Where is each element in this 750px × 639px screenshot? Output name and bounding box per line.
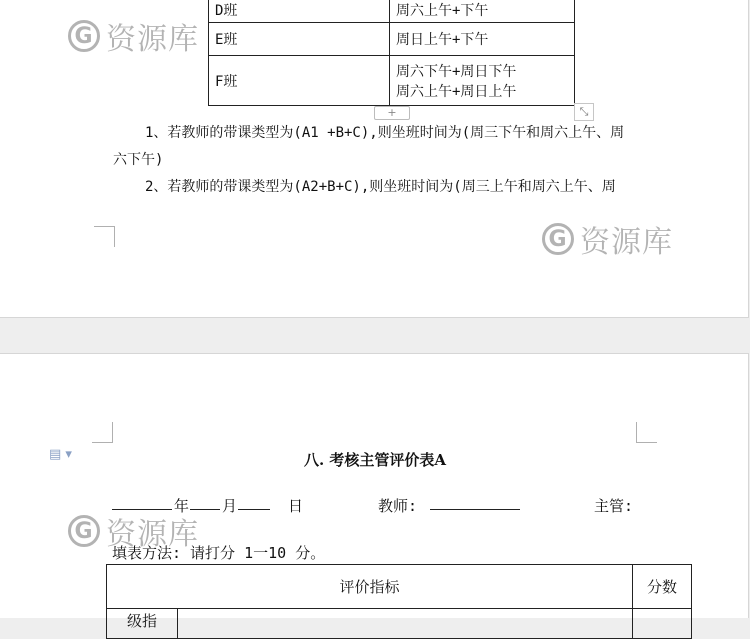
watermark-logo-icon: G xyxy=(68,20,100,52)
time-line: 周六上午+下午 xyxy=(396,2,489,19)
paragraph-1-line-2: 六下午) xyxy=(113,152,164,168)
watermark xyxy=(542,217,673,261)
class-cell[interactable]: E班 xyxy=(209,23,390,56)
page-title: 八. 考核主管评价表A xyxy=(303,451,447,469)
day-label: 日 xyxy=(288,497,304,515)
time-cell[interactable] xyxy=(390,56,575,106)
teacher-label: 教师: xyxy=(378,497,418,515)
margin-corner-mark xyxy=(636,422,657,443)
month-label: 月 xyxy=(222,497,238,515)
table-row xyxy=(107,565,692,609)
margin-corner-mark xyxy=(92,422,113,443)
class-cell[interactable]: D班 xyxy=(209,0,390,23)
watermark-text: 资源库 xyxy=(106,22,199,57)
add-row-button[interactable]: + xyxy=(374,106,410,120)
score-cell[interactable] xyxy=(633,609,692,639)
table-row xyxy=(209,0,575,23)
margin-corner-mark xyxy=(94,226,115,247)
document-page-2 xyxy=(0,353,749,630)
watermark-text: 资源库 xyxy=(580,225,673,260)
time-line: 周六下午+周日下午 xyxy=(396,63,517,80)
class-cell[interactable]: F班 xyxy=(209,56,390,106)
paragraph-1-line-1: 1、若教师的带课类型为(A1 +B+C),则坐班时间为(周三下午和周六上午、周 xyxy=(145,125,625,141)
table-row xyxy=(107,609,692,639)
watermark-logo-icon: G xyxy=(542,223,574,255)
supervisor-label: 主管: xyxy=(594,497,634,515)
fill-method-text: 填表方法: 请打分 1一10 分。 xyxy=(112,544,326,562)
evaluation-table xyxy=(106,564,692,639)
year-label: 年 xyxy=(174,497,190,515)
indicator-cell[interactable] xyxy=(178,609,633,639)
table-row xyxy=(209,23,575,56)
score-header-cell[interactable]: 分数 xyxy=(633,565,692,609)
indicator-header-cell[interactable]: 评价指标 xyxy=(107,565,633,609)
watermark-logo-icon: G xyxy=(68,515,100,547)
paragraph-2-line-1: 2、若教师的带课类型为(A2+B+C),则坐班时间为(周三上午和周六上午、周 xyxy=(145,179,616,195)
time-cell[interactable] xyxy=(390,23,575,56)
time-cell[interactable] xyxy=(390,0,575,23)
schedule-table xyxy=(208,0,575,106)
table-row xyxy=(209,56,575,106)
document-options-icon[interactable]: ▤ ▾ xyxy=(49,447,72,462)
level-cell[interactable]: 级指 xyxy=(107,609,178,639)
table-resize-handle[interactable]: ⤡ xyxy=(574,103,594,121)
watermark xyxy=(68,509,199,553)
document-page-1 xyxy=(0,0,749,318)
watermark xyxy=(68,14,199,58)
watermark-text: 资源库 xyxy=(106,517,199,552)
time-line: 周日上午+下午 xyxy=(396,32,489,48)
time-line: 周六上午+周日上午 xyxy=(396,83,517,100)
